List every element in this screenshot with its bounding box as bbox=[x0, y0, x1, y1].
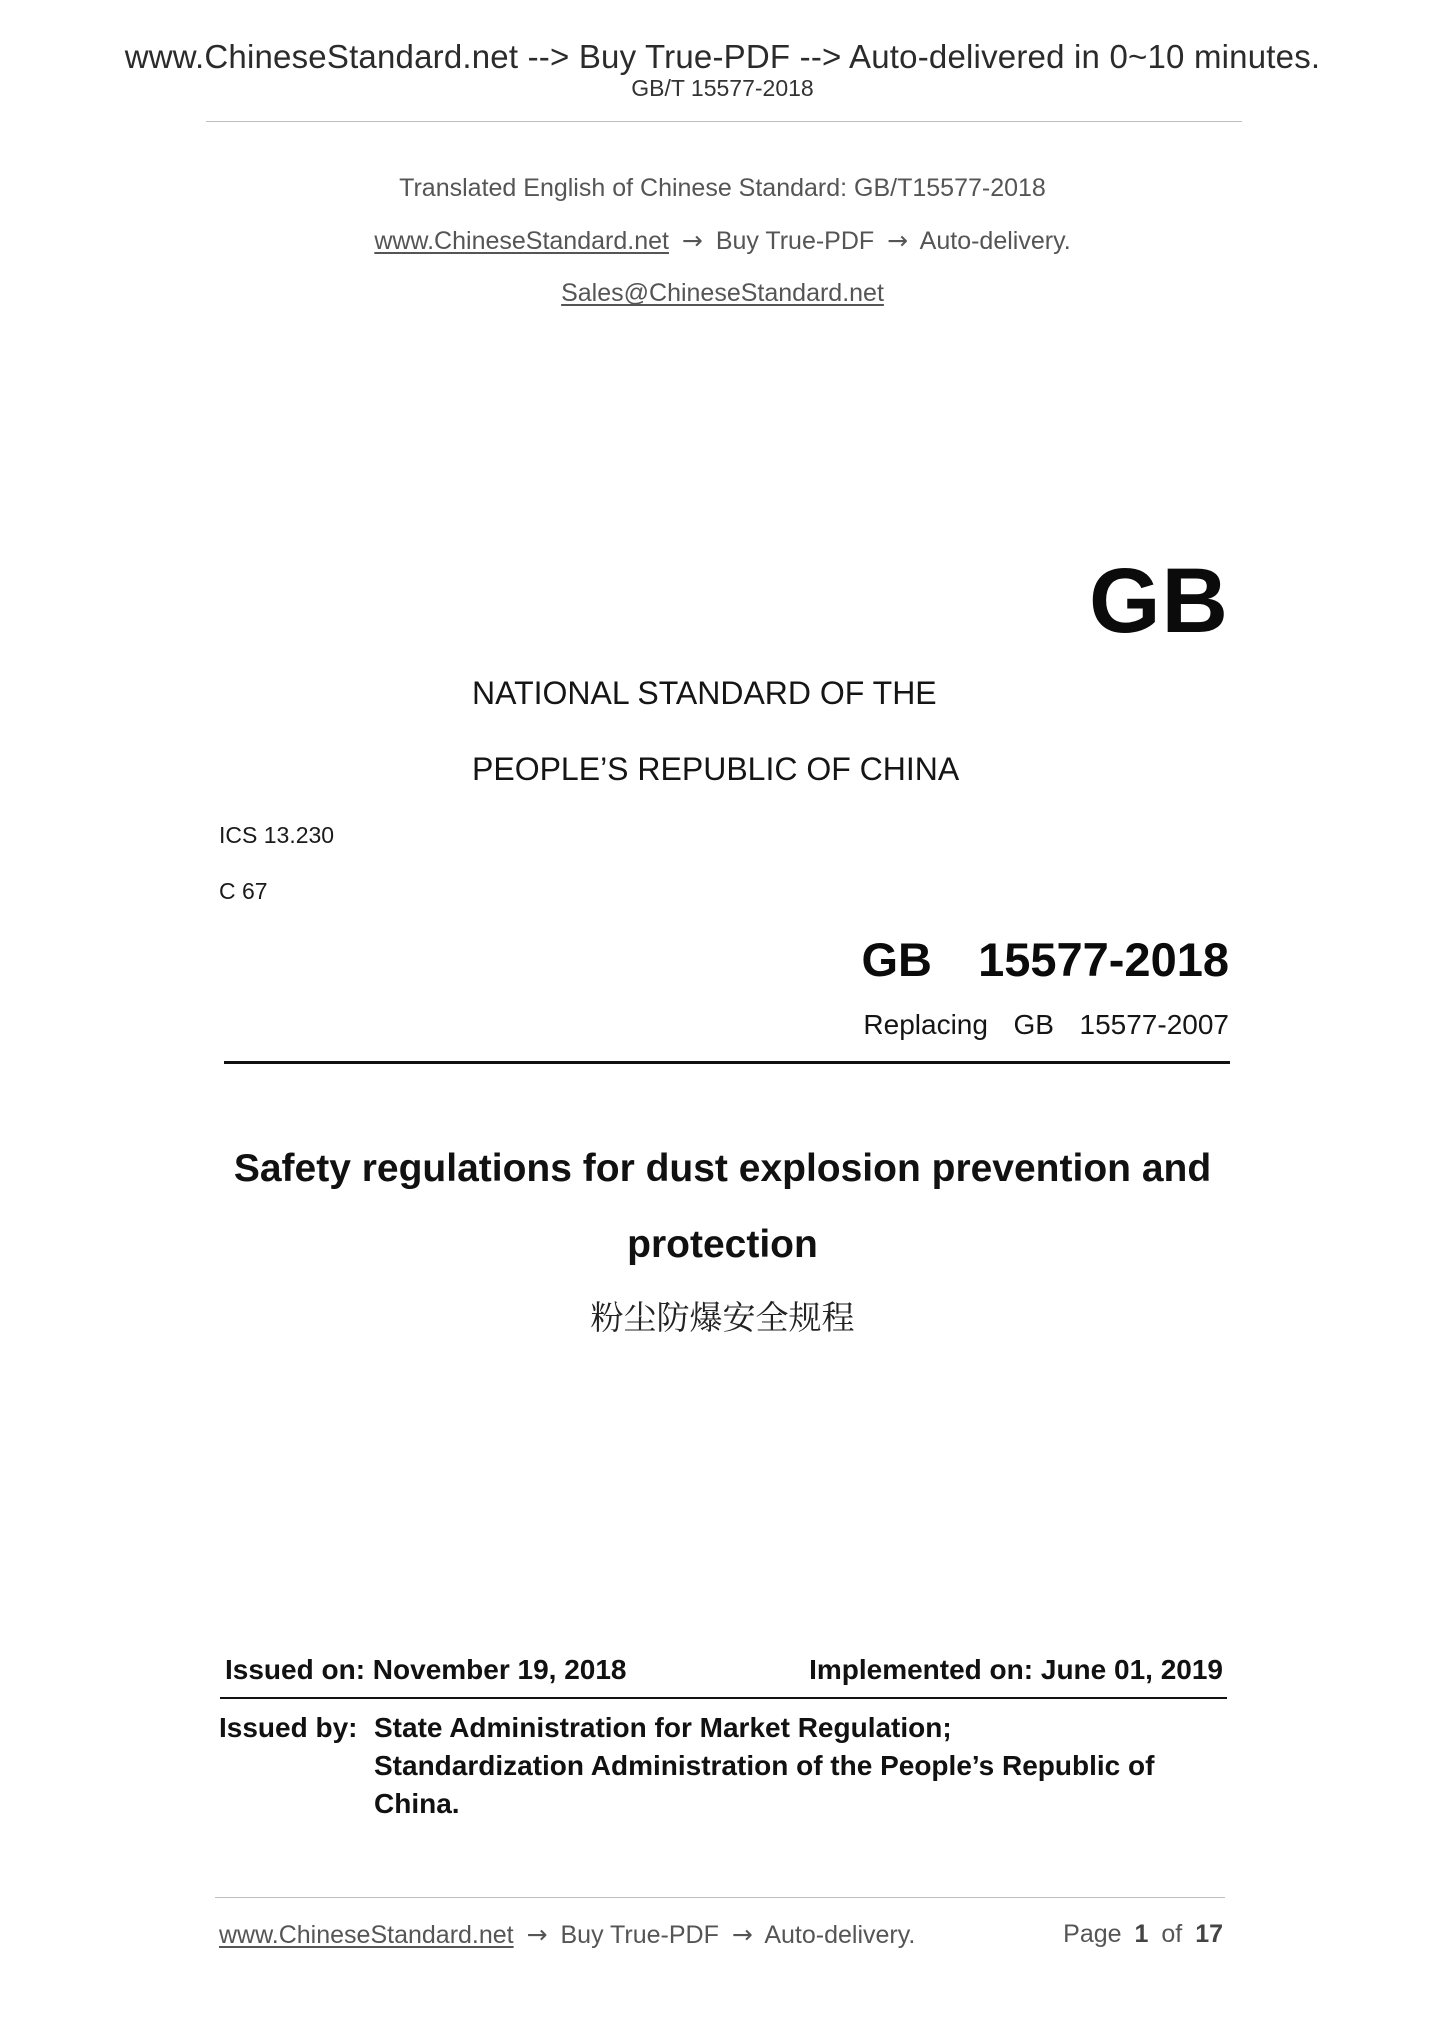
page-number: 1 bbox=[1134, 1920, 1149, 1948]
email-line bbox=[0, 281, 1445, 306]
ccs-code: C 67 bbox=[219, 878, 268, 904]
national-standard-heading-line1: NATIONAL STANDARD OF THE bbox=[472, 675, 937, 711]
footer-divider bbox=[215, 1897, 1225, 1898]
issued-by-label: Issued by: bbox=[219, 1712, 358, 1743]
footer-delivery-text: Auto-delivery. bbox=[764, 1921, 916, 1949]
translated-notice: Translated English of Chinese Standard: GB/T15577-2018 bbox=[399, 174, 1046, 202]
buy-true-pdf-text: Buy True-PDF bbox=[715, 227, 875, 255]
arrow-right-icon: → bbox=[731, 1920, 753, 1949]
issuer-line3: China. bbox=[374, 1788, 460, 1819]
title-divider bbox=[224, 1061, 1230, 1064]
sales-email-link[interactable]: Sales@ChineseStandard.net bbox=[561, 279, 884, 307]
national-standard-heading-line2: PEOPLE’S REPUBLIC OF CHINA bbox=[472, 751, 960, 787]
of-label: of bbox=[1161, 1920, 1183, 1948]
issuer-line2: Standardization Administration of the People’s Republic of bbox=[374, 1750, 1155, 1781]
page-label: Page bbox=[1063, 1920, 1122, 1948]
issuer-line1: State Administration for Market Regulation; bbox=[374, 1712, 952, 1743]
footer-buy-text: Buy True-PDF bbox=[560, 1921, 719, 1949]
document-title-line2: protection bbox=[627, 1223, 818, 1266]
header-standard-code: GB/T 15577-2018 bbox=[631, 75, 814, 101]
ics-code: ICS 13.230 bbox=[219, 822, 335, 848]
dates-divider bbox=[220, 1697, 1227, 1699]
top-banner: www.ChineseStandard.net --> Buy True-PDF --> Auto-delivered in 0~10 minutes. bbox=[124, 38, 1321, 75]
issued-on-date: Issued on: November 19, 2018 bbox=[225, 1654, 627, 1685]
document-title-chinese: 粉尘防爆安全规程 bbox=[590, 1298, 855, 1337]
document-title-line1: Safety regulations for dust explosion prevention and bbox=[233, 1147, 1212, 1190]
page-indicator bbox=[1057, 1922, 1223, 1947]
site-link[interactable]: www.ChineseStandard.net bbox=[374, 227, 669, 255]
footer-purchase-line bbox=[219, 1922, 915, 1948]
arrow-right-icon: → bbox=[526, 1920, 548, 1949]
replacing-standard: Replacing GB 15577-2007 bbox=[863, 1009, 1229, 1040]
footer-site-link[interactable]: www.ChineseStandard.net bbox=[219, 1921, 514, 1949]
standard-number: GB 15577-2018 bbox=[861, 933, 1229, 986]
auto-delivery-text: Auto-delivery. bbox=[919, 227, 1071, 255]
gb-logo: GB bbox=[1089, 550, 1229, 652]
arrow-right-icon: → bbox=[681, 226, 703, 255]
arrow-right-icon: → bbox=[887, 226, 909, 255]
total-pages: 17 bbox=[1195, 1920, 1223, 1948]
implemented-on-date: Implemented on: June 01, 2019 bbox=[809, 1654, 1223, 1685]
purchase-line bbox=[0, 228, 1445, 254]
header-divider bbox=[206, 121, 1242, 122]
